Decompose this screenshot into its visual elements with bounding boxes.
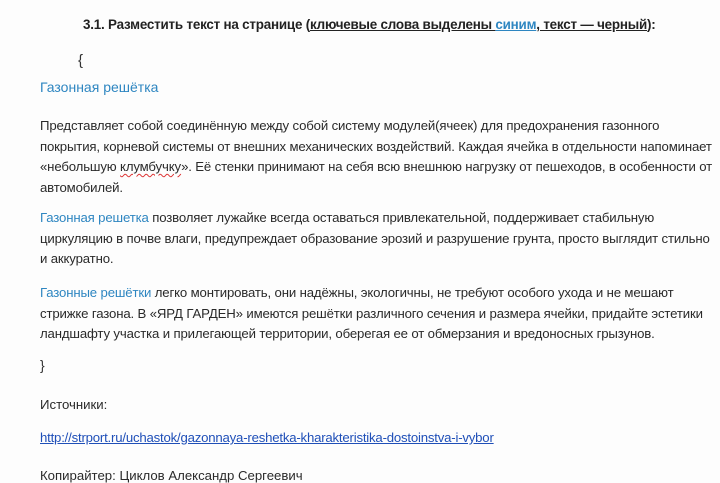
brace-close: } — [40, 357, 45, 373]
paragraph-1-after: ». Её стенки принимают на себя всю внешнюю нагрузку от пешеходов, в особенности от автомобилей. — [40, 159, 712, 195]
paragraph-3-keyword: Газонные решётки — [40, 285, 152, 300]
subtitle: Газонная решётка — [40, 79, 159, 95]
brace-open: { — [78, 52, 84, 69]
heading-underlined-1: ключевые слова выделены — [310, 17, 496, 32]
task-heading — [83, 17, 656, 32]
paragraph-2-keyword: Газонная решетка — [40, 210, 149, 225]
heading-paren-close: ): — [647, 17, 656, 32]
paragraph-1-before: Представляет собой соединённую между собой систему модулей(ячеек) для предохранения газонного покрытия, корневой системы от внешних механических воздействий. Каждая ячейка в отдельности напоминает «небольшую — [40, 118, 712, 174]
paragraph-1 — [40, 116, 718, 198]
misspelled-word[interactable]: клумбучку — [120, 159, 182, 174]
heading-paren-open: ( — [305, 17, 310, 32]
source-link[interactable]: http://strport.ru/uchastok/gazonnaya-reshetka-kharakteristika-dostoinstva-i-vybor — [40, 430, 494, 445]
heading-prefix: 3.1. Разместить текст на странице — [83, 17, 306, 32]
heading-blue-word: синим — [495, 17, 537, 32]
paragraph-2 — [40, 208, 718, 270]
sources-label: Источники: — [40, 397, 108, 412]
paragraph-3 — [40, 283, 718, 345]
paragraph-2-text: позволяет лужайке всегда оставаться привлекательной, поддерживает стабильную циркуляцию в почве влаги, предупреждает образование эрозий и разрушение грунта, просто выглядит стильно и аккуратно. — [40, 210, 710, 266]
copywriter-credit: Копирайтер: Циклов Александр Сергеевич — [40, 468, 303, 483]
paragraph-3-text: легко монтировать, они надёжны, экологичны, не требуют особого ухода и не мешают стрижке газона. В «ЯРД ГАРДЕН» имеются решётки различного сечения и размера ячейки, придайте эстетики ландшафту участка и прилегающей территории, оберегая ее от обмерзания и вредоносных грызунов. — [40, 285, 703, 341]
heading-underlined-2: , текст — черный — [536, 17, 648, 32]
